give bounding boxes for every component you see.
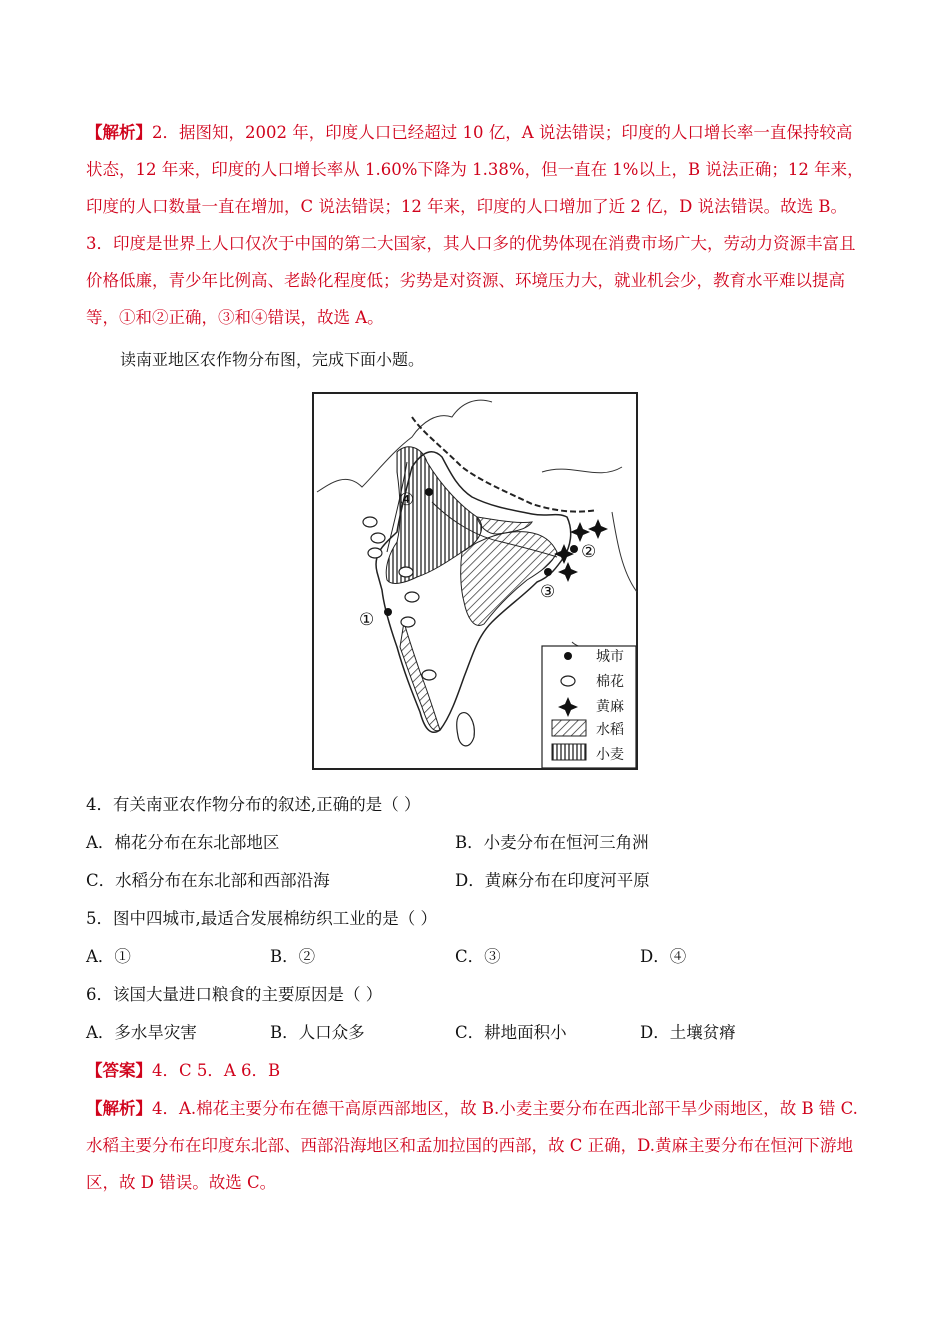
question-5-option-b[interactable]: B．② <box>270 947 316 966</box>
answer-text: 4．C 5．A 6．B <box>152 1061 281 1080</box>
question-6-option-a[interactable]: A．多水旱灾害 <box>86 1023 197 1042</box>
city-dot-3 <box>544 568 552 576</box>
analysis-paragraph-q2 <box>86 114 866 225</box>
analysis-text: 3．印度是世界上人口仅次于中国的第二大国家，其人口多的优势体现在消费市场广大，劳动力资源丰富且价格低廉，青少年比例高、老龄化程度低；劣势是对资源、环境压力大，就业机会少，教育水平难以提高等，①和②正确，③和④错误，故选 A。 <box>86 234 856 327</box>
answer-line <box>86 1056 280 1086</box>
legend-city-icon <box>564 652 572 660</box>
cotton-icon <box>371 533 385 543</box>
analysis-text: 4．A.棉花主要分布在德干高原西部地区，故 B.小麦主要分布在西北部干旱少雨地区，故 B 错 C.水稻主要分布在印度东北部、西部沿海地区和孟加拉国的西部，故 C 正确，D.黄麻主要分布在恒河下游地区，故 D 错误。故选 C。 <box>86 1099 858 1192</box>
city-label-3: ③ <box>540 582 556 602</box>
question-4-option-d[interactable]: D．黄麻分布在印度河平原 <box>455 871 650 890</box>
analysis-tag: 【解析】 <box>86 1099 152 1118</box>
city-dot-1 <box>384 608 392 616</box>
question-6-stem: 6．该国大量进口粮食的主要原因是（ ） <box>86 985 383 1004</box>
cotton-icon <box>368 548 382 558</box>
question-5-option-a[interactable]: A．① <box>86 947 131 966</box>
legend-jute-label: 黄麻 <box>596 699 624 715</box>
legend-cotton-icon <box>561 676 575 686</box>
legend-wheat-swatch <box>552 744 586 760</box>
legend-wheat-label: 小麦 <box>596 747 624 763</box>
city-label-1: ① <box>359 610 375 630</box>
cotton-icon <box>405 592 419 602</box>
question-intro: 读南亚地区农作物分布图，完成下面小题。 <box>120 350 425 369</box>
answer-tag: 【答案】 <box>86 1061 152 1080</box>
analysis-paragraph-q3 <box>86 225 866 336</box>
city-label-2: ② <box>581 542 597 562</box>
question-6-option-d[interactable]: D．土壤贫瘠 <box>640 1023 736 1042</box>
analysis-text: 2．据图知，2002 年，印度人口已经超过 10 亿，A 说法错误；印度的人口增长率一直保持较高状态，12 年来，印度的人口增长率从 1.60%下降为 1.38%，但一直在 1%以上，B 说法正确；12 年来，印度的人口数量一直在增加，C 说法错误；12 年来，印度的人口增加了近 2 亿，D 说法错误。故选 B。 <box>86 123 864 216</box>
south-asia-crop-map <box>312 392 638 770</box>
cotton-icon <box>399 567 413 577</box>
question-4-option-b[interactable]: B．小麦分布在恒河三角洲 <box>455 833 649 852</box>
analysis-tag: 【解析】 <box>86 123 152 142</box>
analysis-paragraph-q4 <box>86 1090 866 1201</box>
city-label-4: ④ <box>399 490 415 510</box>
question-6-option-c[interactable]: C．耕地面积小 <box>455 1023 567 1042</box>
legend-city-label: 城市 <box>596 649 624 665</box>
legend-rice-swatch <box>552 720 586 736</box>
question-4-stem: 4．有关南亚农作物分布的叙述,正确的是（ ） <box>86 795 421 814</box>
question-5-option-c[interactable]: C．③ <box>455 947 501 966</box>
legend-cotton-label: 棉花 <box>596 674 624 690</box>
cotton-icon <box>363 517 377 527</box>
question-5-option-d[interactable]: D．④ <box>640 947 687 966</box>
map-legend <box>542 646 636 768</box>
question-4-option-a[interactable]: A．棉花分布在东北部地区 <box>86 833 280 852</box>
question-4-option-c[interactable]: C．水稻分布在东北部和西部沿海 <box>86 871 330 890</box>
city-dot-2 <box>570 545 578 553</box>
legend-rice-label: 水稻 <box>596 722 624 738</box>
cotton-icon <box>401 617 415 627</box>
question-5-stem: 5．图中四城市,最适合发展棉纺织工业的是（ ） <box>86 909 437 928</box>
city-dot-4 <box>425 488 433 496</box>
cotton-icon <box>422 670 436 680</box>
question-6-option-b[interactable]: B．人口众多 <box>270 1023 365 1042</box>
